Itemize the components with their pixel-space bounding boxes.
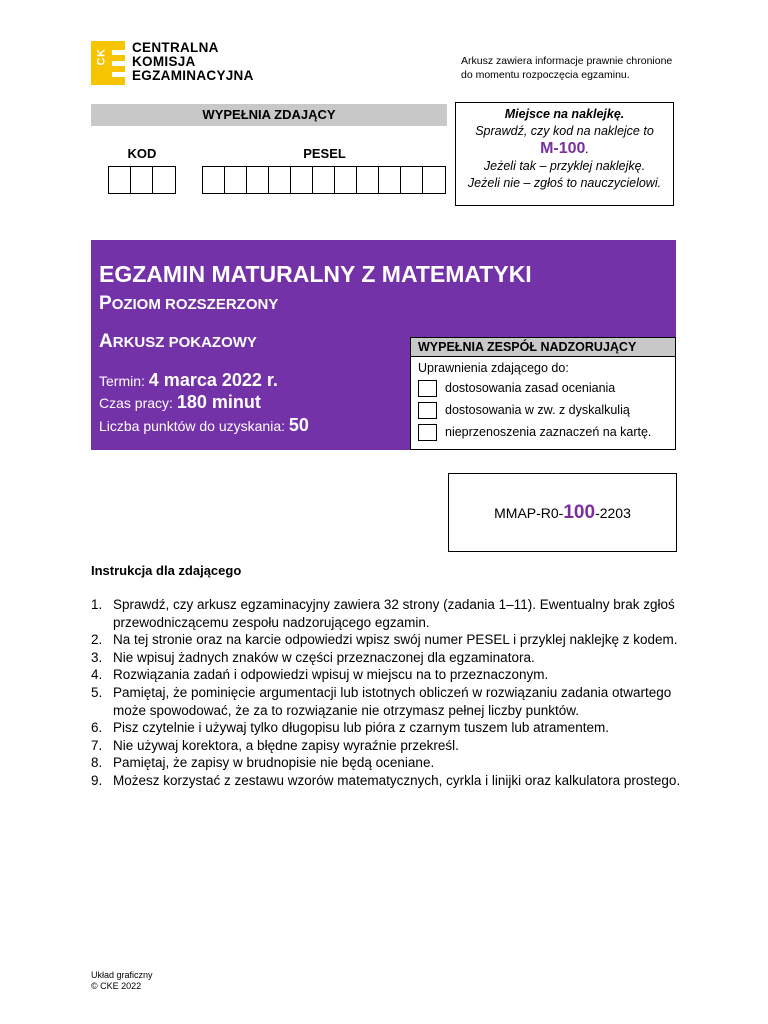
supervisors-option: [411, 421, 675, 443]
exam-points: [99, 415, 309, 436]
pesel-cell[interactable]: [225, 167, 247, 193]
protected-notice-line-1: Arkusz zawiera informacje prawnie chronione: [461, 55, 673, 67]
item-number: 6.: [91, 720, 103, 736]
logo-text: [132, 41, 254, 83]
item-text: Sprawdź, czy arkusz egzaminacyjny zawiera 32 strony (zadania 1–11). Ewentualny brak zgłoś przewodniczącemu zespołu nadzorującego egzamin.: [113, 597, 675, 630]
exam-level-rest: OZIOM ROZSZERZONY: [111, 296, 279, 313]
list-item: [91, 684, 681, 719]
sheet-code-middle: 100: [563, 501, 596, 523]
sheet-code-prefix: MMAP-R0-: [494, 504, 564, 521]
exam-points-label: Liczba punktów do uzyskania:: [99, 418, 285, 434]
cke-logo-mark: [91, 41, 125, 85]
exam-points-value: 50: [288, 415, 309, 435]
exam-sheet-initial: A: [99, 331, 113, 352]
list-item: [91, 719, 681, 737]
item-number: 7.: [91, 737, 103, 753]
exam-level-initial: P: [99, 293, 112, 314]
item-text: Pamiętaj, że pominięcie argumentacji lub istotnych obliczeń w rozwiązaniu zadania otwartego może spowodować, że za to rozwiązanie nie otrzymasz pełnej liczby punktów.: [113, 684, 672, 718]
exam-duration-label: Czas pracy:: [99, 395, 173, 411]
sheet-code-box: [448, 473, 677, 552]
logo-line-1: CENTRALNA: [132, 40, 219, 55]
exam-level: [99, 293, 278, 315]
sticker-code: M-100: [540, 140, 586, 157]
item-text: Pamiętaj, że zapisy w brudnopisie nie będą oceniane.: [113, 755, 435, 771]
list-item: [91, 772, 681, 790]
kod-cell[interactable]: [109, 167, 131, 193]
list-item: [91, 666, 681, 684]
cke-logo: [91, 41, 254, 85]
item-number: 5.: [91, 684, 103, 700]
supervisors-box: [410, 337, 676, 450]
pesel-cell[interactable]: [203, 167, 225, 193]
footer-line-2: © CKE 2022: [91, 981, 142, 991]
exam-sheet-type: [99, 331, 257, 353]
item-number: 4.: [91, 667, 103, 683]
list-item: [91, 631, 681, 649]
item-text: Pisz czytelnie i używaj tylko długopisu lub pióra z czarnym tuszem lub atramentem.: [113, 720, 609, 736]
list-item: [91, 649, 681, 667]
kod-cell[interactable]: [153, 167, 175, 193]
footer: [91, 970, 153, 992]
exam-duration-value: 180 minut: [176, 392, 261, 412]
item-number: 1.: [91, 597, 103, 612]
item-number: 3.: [91, 649, 103, 665]
footer-line-1: Układ graficzny: [91, 970, 153, 980]
protected-notice: [461, 54, 672, 82]
logo-mark-text: CK: [95, 48, 108, 66]
option-checkbox[interactable]: [418, 380, 437, 397]
exam-date-value: 4 marca 2022 r.: [148, 370, 278, 390]
pesel-label: PESEL: [303, 146, 346, 161]
exam-title: EGZAMIN MATURALNY Z MATEMATYKI: [99, 261, 532, 287]
sticker-line-2: Jeżeli tak – przyklej naklejkę.: [483, 159, 646, 173]
pesel-cell[interactable]: [357, 167, 379, 193]
pesel-cell[interactable]: [269, 167, 291, 193]
sticker-area: [455, 102, 674, 206]
sheet-code-suffix: -2203: [595, 504, 631, 521]
supervisors-header: WYPEŁNIA ZESPÓŁ NADZORUJĄCY: [411, 338, 675, 357]
kod-cell[interactable]: [131, 167, 153, 193]
student-fill-header: WYPEŁNIA ZDAJĄCY: [91, 104, 447, 126]
pesel-cell[interactable]: [247, 167, 269, 193]
option-label: dostosowania zasad oceniania: [445, 381, 616, 395]
pesel-cell[interactable]: [335, 167, 357, 193]
option-checkbox[interactable]: [418, 402, 437, 419]
list-item: [91, 754, 681, 772]
pesel-cell[interactable]: [401, 167, 423, 193]
instructions-title: Instrukcja dla zdającego: [91, 563, 242, 578]
item-text: Nie wpisuj żadnych znaków w części przeznaczonej dla egzaminatora.: [113, 649, 535, 665]
option-label: dostosowania w zw. z dyskalkulią: [445, 403, 630, 417]
item-text: Na tej stronie oraz na karcie odpowiedzi wpisz swój numer PESEL i przyklej naklejkę z kodem.: [113, 632, 678, 648]
sticker-line-1: Sprawdź, czy kod na naklejce to: [475, 124, 654, 138]
item-number: 2.: [91, 632, 103, 648]
item-text: Możesz korzystać z zestawu wzorów matematycznych, cyrkla i linijki oraz kalkulatora prostego.: [113, 772, 681, 788]
pesel-input[interactable]: [202, 166, 446, 194]
pesel-cell[interactable]: [313, 167, 335, 193]
instructions-list: [91, 596, 681, 790]
exam-duration: [99, 392, 261, 413]
logo-line-3: EGZAMINACYJNA: [132, 68, 254, 83]
option-label: nieprzenoszenia zaznaczeń na kartę.: [445, 425, 652, 439]
item-text: Nie używaj korektora, a błędne zapisy wyraźnie przekreśl.: [113, 737, 459, 753]
supervisors-subtitle: Uprawnienia zdającego do:: [418, 361, 569, 375]
sticker-title: Miejsce na naklejkę.: [504, 107, 625, 121]
exam-date: [99, 370, 278, 391]
sticker-code-suffix: .: [585, 142, 589, 156]
option-checkbox[interactable]: [418, 424, 437, 441]
kod-input[interactable]: [108, 166, 176, 194]
item-text: Rozwiązania zadań i odpowiedzi wpisuj w miejscu na to przeznaczonym.: [113, 667, 549, 683]
pesel-cell[interactable]: [423, 167, 445, 193]
list-item: [91, 737, 681, 755]
item-number: 8.: [91, 755, 103, 771]
protected-notice-line-2: do momentu rozpoczęcia egzaminu.: [461, 69, 630, 81]
list-item: [91, 596, 681, 631]
exam-sheet-rest: RKUSZ POKAZOWY: [112, 334, 257, 351]
kod-label: KOD: [127, 146, 157, 161]
sticker-line-3: Jeżeli nie – zgłoś to nauczycielowi.: [467, 176, 662, 190]
pesel-cell[interactable]: [291, 167, 313, 193]
pesel-cell[interactable]: [379, 167, 401, 193]
item-number: 9.: [91, 772, 103, 788]
supervisors-option: [411, 377, 675, 399]
exam-date-label: Termin:: [99, 373, 145, 389]
supervisors-option: [411, 399, 675, 421]
logo-line-2: KOMISJA: [132, 54, 196, 69]
